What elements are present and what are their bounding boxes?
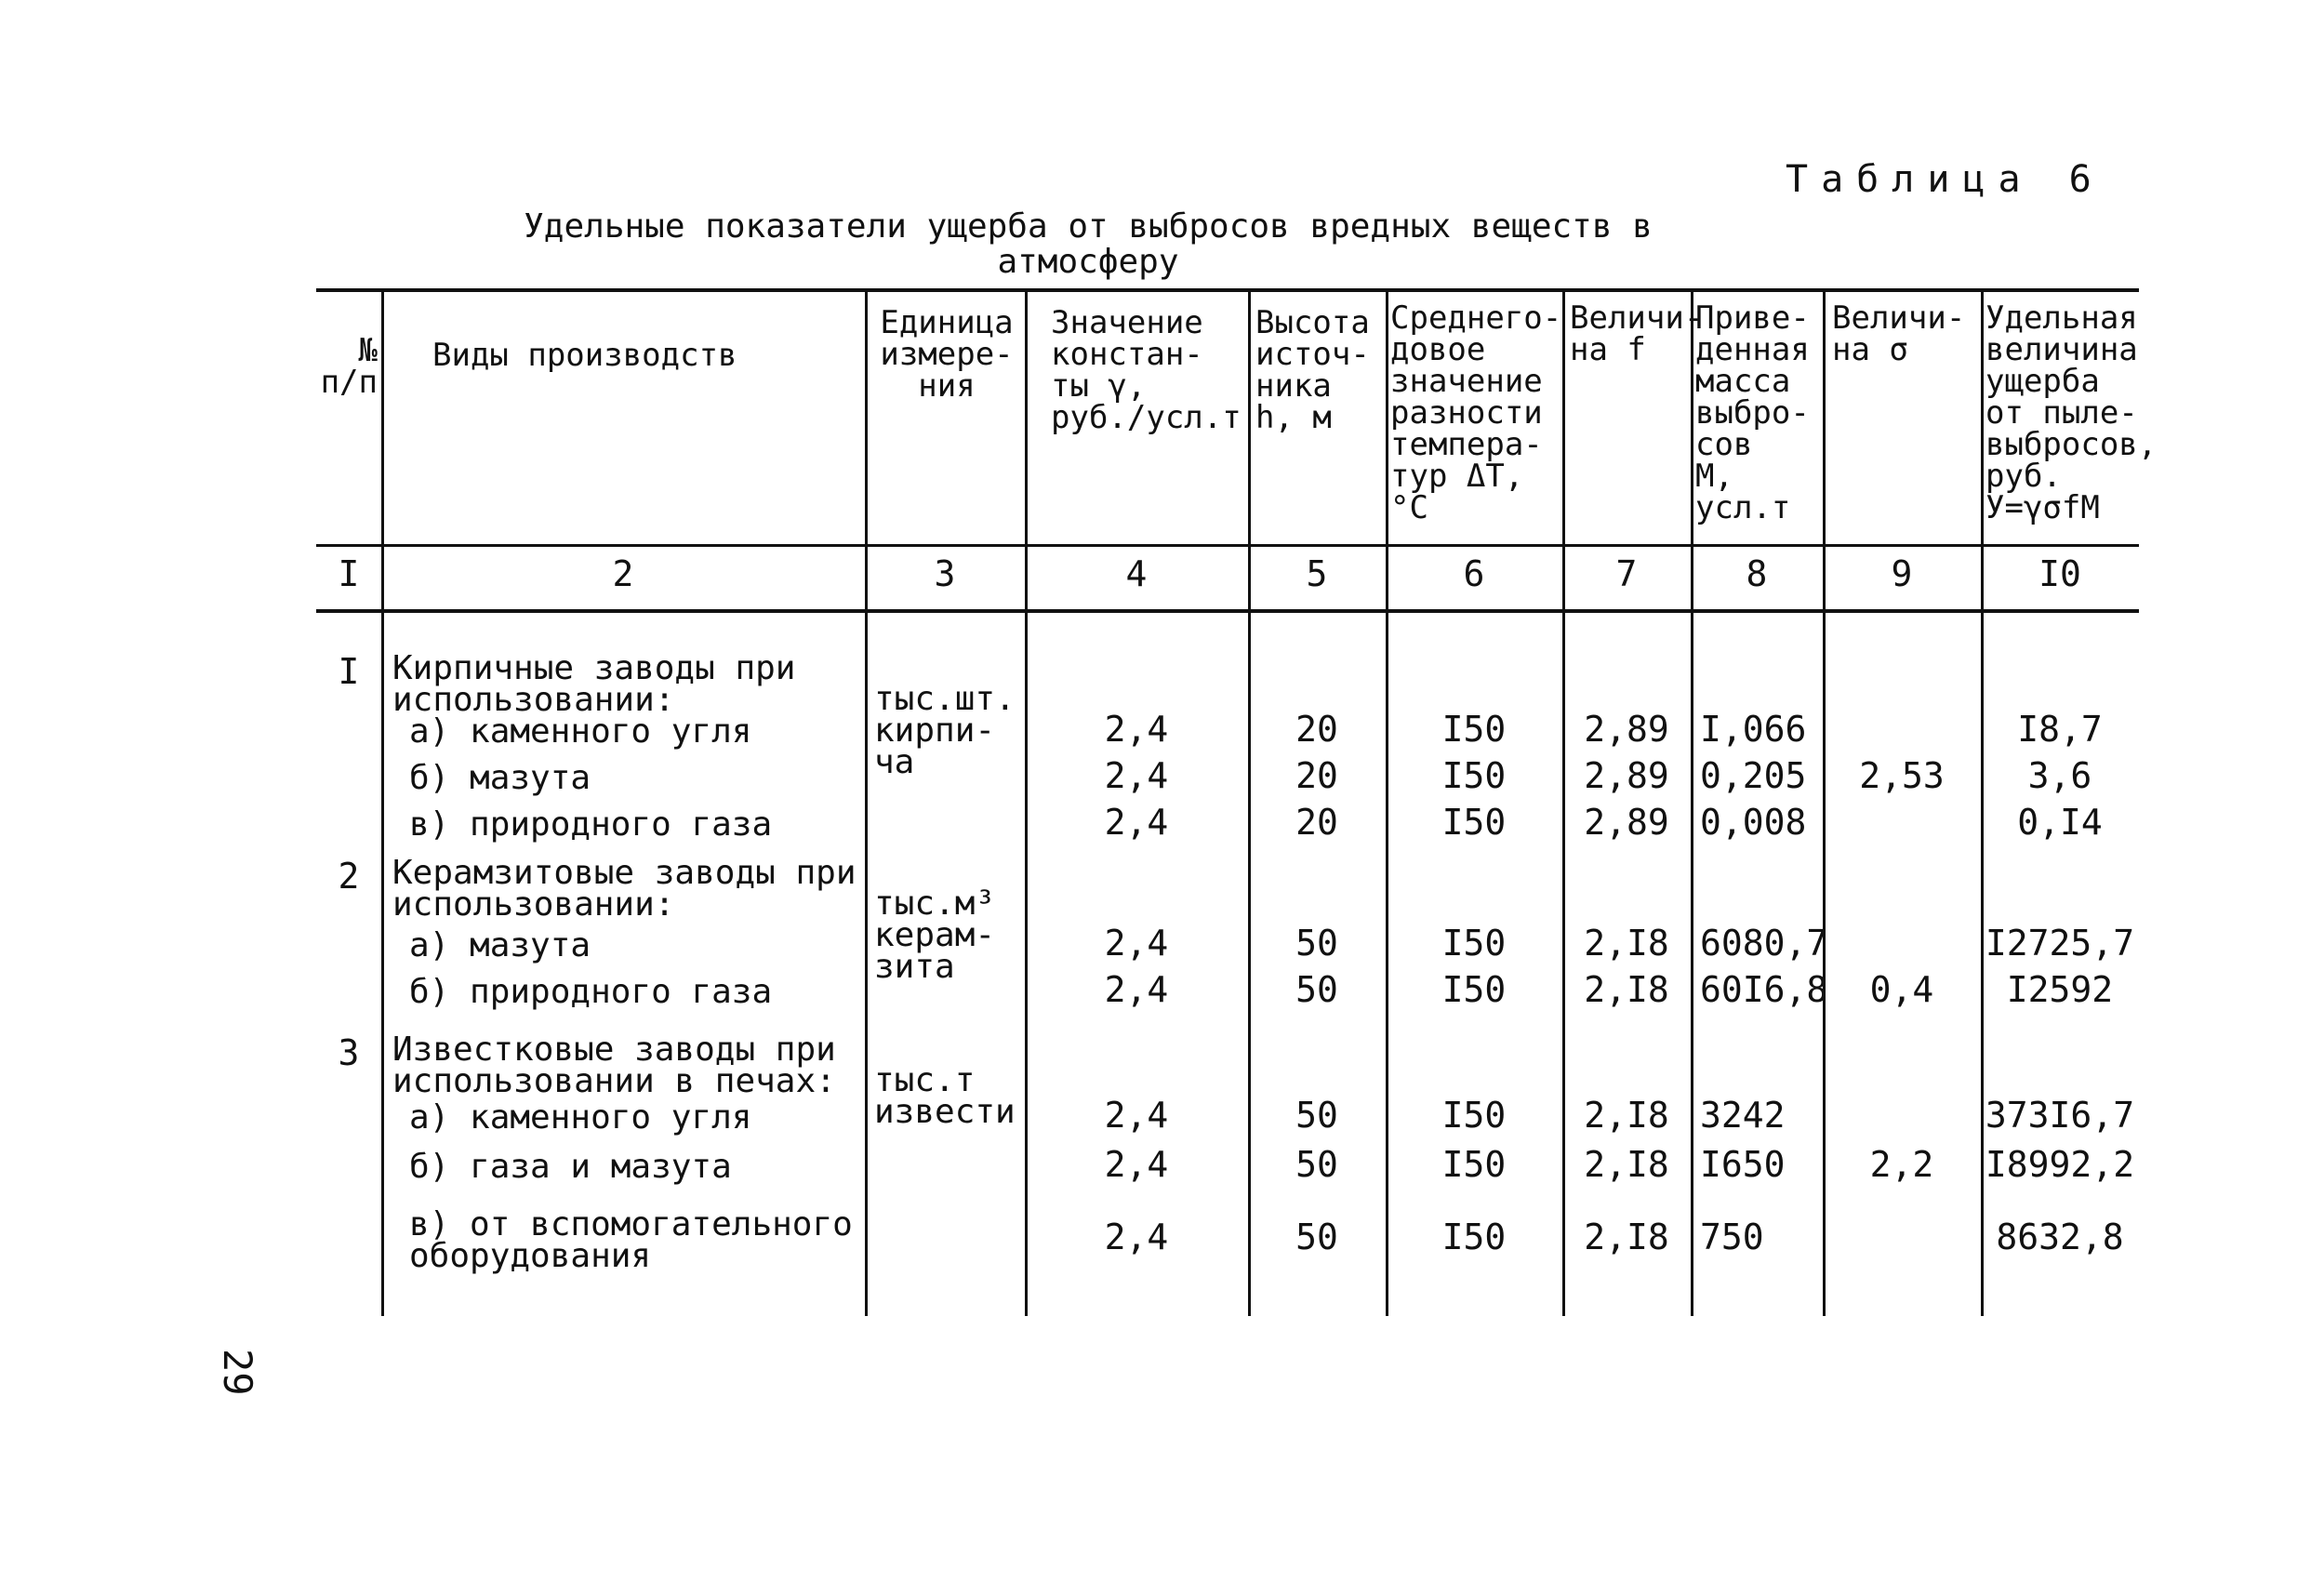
table-label: Таблица 6 [1786,158,2105,201]
colnum: I0 [2038,553,2081,594]
data-table [316,288,2158,1321]
cell-g: 2,4 [1104,1217,1169,1257]
header-height: Высота источ- ника h, м [1255,304,1370,436]
colnum: 7 [1615,553,1638,594]
header-unit: Единица измере- ния [880,304,1014,405]
cell-sigma: 0,4 [1869,969,1934,1010]
header-gamma: Значение констан- ты γ, руб./усл.т [1051,304,1242,436]
cell-m: 750 [1700,1217,1764,1257]
colnum: 9 [1891,553,1913,594]
page-number: 29 [215,1349,260,1396]
col-sep-1 [381,288,384,1316]
cell-f: 2,89 [1584,802,1669,843]
row-label: в) природного газа [409,805,773,844]
cell-h: 50 [1295,969,1338,1010]
colnum: 2 [612,553,634,594]
colnum: 6 [1463,553,1485,594]
cell-y: 8632,8 [1996,1217,2124,1257]
cell-g: 2,4 [1104,802,1169,843]
cell-dt: I50 [1441,923,1507,964]
cell-h: 20 [1295,755,1338,796]
cell-dt: I50 [1441,969,1507,1010]
rule-header-bottom [316,544,2139,547]
colnum: 8 [1746,553,1768,594]
col-sep-2 [865,288,868,1316]
group-unit: тыс.шт. кирпи- ча [874,680,1016,781]
rule-top [316,288,2139,292]
cell-f: 2,I8 [1584,969,1669,1010]
cell-y: I2592 [2006,969,2114,1010]
group-number: I [338,651,360,692]
table-title: Удельные показатели ущерба от выбросов вредных веществ в атмосферу [524,207,1653,281]
cell-m: 6080,7 [1700,923,1828,964]
header-sigma: Величи- на σ [1832,299,1966,368]
cell-dt: I50 [1441,709,1507,750]
header-damage: Удельная величина ущерба от пыле- выбросов, руб. У=γσfM [1985,299,2158,526]
cell-g: 2,4 [1104,709,1169,750]
cell-sigma: 2,2 [1869,1144,1934,1185]
rule-colnum-bottom [316,609,2139,613]
cell-m: I650 [1700,1144,1786,1185]
header-delta-t: Среднего- довое значение разности темпера- тур ΔT, °C [1390,299,1562,526]
header-production: Виды производств [432,337,737,374]
row-label: а) мазута [409,926,591,964]
cell-dt: I50 [1441,755,1507,796]
header-mass: Приве- денная масса выбро- сов M, усл.т [1695,299,1810,526]
cell-g: 2,4 [1104,969,1169,1010]
cell-m: 0,205 [1700,755,1807,796]
group-number: 2 [338,856,360,897]
cell-h: 50 [1295,1144,1338,1185]
cell-h: 50 [1295,923,1338,964]
cell-f: 2,89 [1584,755,1669,796]
cell-y: I8,7 [2017,709,2103,750]
cell-dt: I50 [1441,1144,1507,1185]
cell-f: 2,I8 [1584,1144,1669,1185]
row-label: а) каменного угля [409,712,752,751]
cell-m: 3242 [1700,1095,1786,1136]
row-label: б) мазута [409,759,591,797]
colnum: I [338,553,360,594]
cell-dt: I50 [1441,802,1507,843]
cell-h: 20 [1295,802,1338,843]
cell-sigma: 2,53 [1859,755,1945,796]
group-unit: тыс.м³ керам- зита [874,884,996,986]
cell-g: 2,4 [1104,1095,1169,1136]
row-label: б) газа и мазута [409,1148,732,1186]
cell-g: 2,4 [1104,923,1169,964]
cell-dt: I50 [1441,1217,1507,1257]
colnum: 4 [1125,553,1148,594]
cell-m: 60I6,8 [1700,969,1828,1010]
cell-f: 2,I8 [1584,1095,1669,1136]
cell-g: 2,4 [1104,1144,1169,1185]
cell-dt: I50 [1441,1095,1507,1136]
cell-y: I2725,7 [1985,923,2135,964]
cell-m: 0,008 [1700,802,1807,843]
cell-h: 50 [1295,1217,1338,1257]
row-label: б) природного газа [409,973,773,1011]
group-number: 3 [338,1032,360,1073]
cell-g: 2,4 [1104,755,1169,796]
cell-h: 20 [1295,709,1338,750]
cell-y: 3,6 [2027,755,2092,796]
cell-f: 2,I8 [1584,1217,1669,1257]
colnum: 5 [1306,553,1328,594]
col-sep-7 [1691,288,1693,1316]
group-title: Керамзитовые заводы при использовании: [392,854,857,924]
group-title: Известковые заводы при использовании в печах: [392,1030,836,1100]
cell-m: I,066 [1700,709,1807,750]
cell-y: I8992,2 [1985,1144,2135,1185]
cell-f: 2,89 [1584,709,1669,750]
row-label: а) каменного угля [409,1098,752,1137]
group-title: Кирпичные заводы при использовании: [392,649,796,719]
cell-h: 50 [1295,1095,1338,1136]
colnum: 3 [934,553,956,594]
group-unit: тыс.т извести [874,1061,1016,1131]
row-label: в) от вспомогательного оборудования [409,1205,853,1275]
cell-f: 2,I8 [1584,923,1669,964]
header-f: Величи- на f [1570,299,1704,368]
header-no: № п/п [320,332,378,401]
cell-y: 0,I4 [2017,802,2103,843]
cell-y: 373I6,7 [1985,1095,2135,1136]
